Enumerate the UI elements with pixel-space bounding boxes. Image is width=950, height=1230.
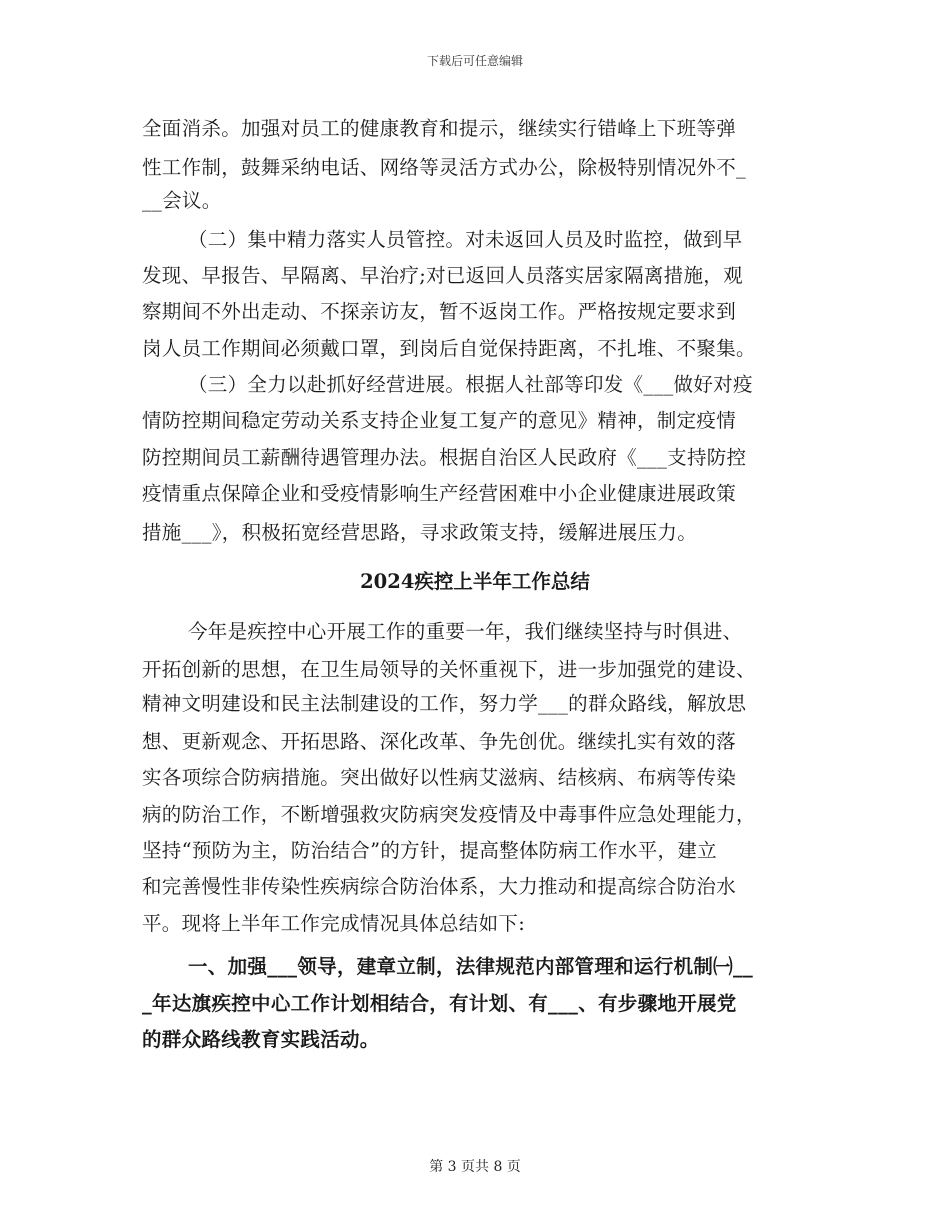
paragraph-line: 病的防治工作，不断增强救灾防病突发疫情及中毒事件应急处理能力， (142, 803, 756, 826)
paragraph-line: 情防控期间稳定劳动关系支持企业复工复产的意见》精神，制定疫情 (142, 409, 737, 432)
paragraph-line: 坚持“预防为主，防治结合”的方针，提高整体防病工作水平，建立 (142, 839, 717, 862)
paragraph-line: 防控期间员工薪酬待遇管理办法。根据自治区人民政府《___支持防控 (142, 446, 747, 469)
paragraph-line: 全面消杀。加强对员工的健康教育和提示，继续实行错峰上下班等弹 (142, 117, 737, 140)
bold-heading-line: _年达旗疾控中心工作计划相结合，有计划、有___、有步骤地开展党 (142, 992, 737, 1015)
paragraph-line: 岗人员工作期间必须戴口罩，到岗后自觉保持距离，不扎堆、不聚集。 (142, 337, 756, 360)
paragraph-line: 今年是疾控中心开展工作的重要一年，我们继续坚持与时俱进、 (188, 620, 743, 643)
page-header: 下载后可任意编辑 (426, 54, 523, 68)
paragraph-line: 发现、早报告、早隔离、早治疗;对已返回人员落实居家隔离措施，观 (142, 264, 743, 287)
paragraph-line: （三）全力以赴抓好经营进展。根据人社部等印发《___做好对疫 (188, 373, 753, 396)
page-footer: 第 3 页共 8 页 (429, 1159, 521, 1175)
paragraph-line: 平。现将上半年工作完成情况具体总结如下: (142, 912, 526, 935)
paragraph-line: 疫情重点保障企业和受疫情影响生产经营困难中小企业健康进展政策 (142, 482, 737, 505)
bold-heading-line: 的群众路线教育实践活动。 (142, 1028, 380, 1051)
paragraph-line: 和完善慢性非传染性疾病综合防治体系，大力推动和提高综合防治水 (142, 875, 737, 898)
paragraph-line: 开拓创新的思想，在卫生局领导的关怀重视下，进一步加强党的建设、 (142, 658, 756, 681)
bold-heading-line: 一、加强___领导，建章立制，法律规范内部管理和运行机制㈠__ (188, 955, 754, 978)
paragraph-line: 精神文明建设和民主法制建设的工作，努力学___的群众路线，解放思 (142, 692, 747, 715)
paragraph-line: __会议。 (142, 189, 222, 212)
paragraph-line: 察期间不外出走动、不探亲访友，暂不返岗工作。严格按规定要求到 (142, 300, 737, 323)
paragraph-line: 实各项综合防病措施。突出做好以性病艾滋病、结核病、布病等传染 (142, 766, 737, 789)
paragraph-line: 想、更新观念、开拓思路、深化改革、争先创优。继续扎实有效的落 (142, 730, 737, 753)
paragraph-line: 措施___》，积极拓宽经营思路，寻求政策支持，缓解进展压力。 (142, 521, 697, 544)
paragraph-line: 性工作制，鼓舞采纳电话、网络等灵活方式办公，除极特别情况外不_ (142, 156, 747, 179)
section-title: 2024疾控上半年工作总结 (360, 570, 590, 593)
paragraph-line: （二）集中精力落实人员管控。对未返回人员及时监控，做到早 (188, 228, 743, 251)
